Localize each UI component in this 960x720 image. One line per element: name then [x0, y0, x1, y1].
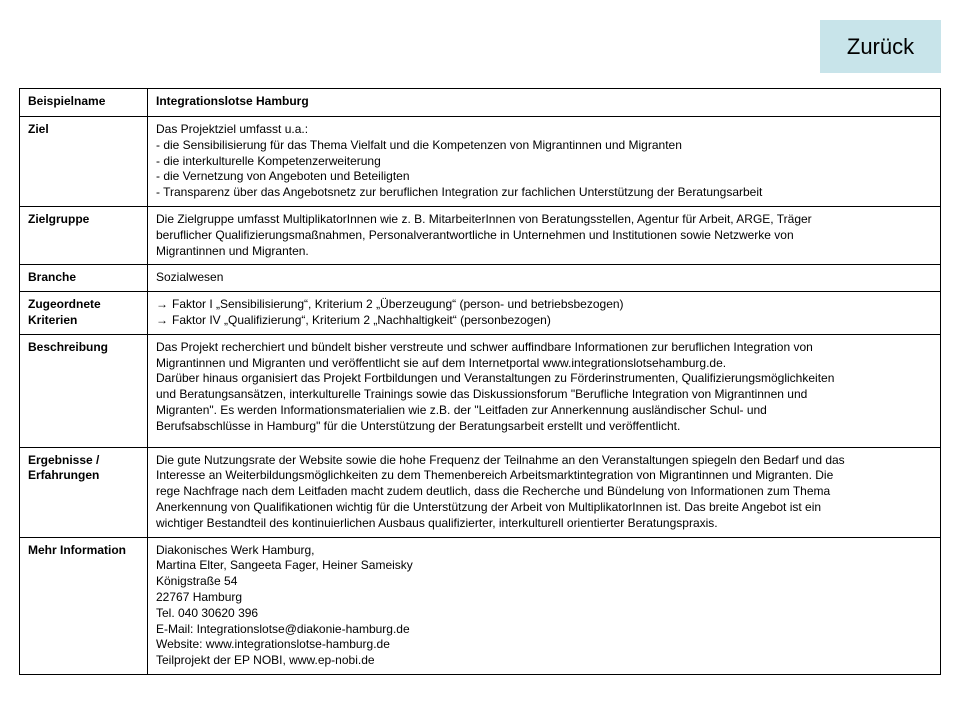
row-value	[148, 206, 941, 264]
table-row	[20, 292, 941, 335]
value-line: - die Sensibilisierung für das Thema Vielfalt und die Kompetenzen von Migrantinnen und Migranten	[156, 137, 682, 152]
table-row	[20, 334, 941, 447]
value-line: Die Zielgruppe umfasst MultiplikatorInnen wie z. B. MitarbeiterInnen von Beratungsstellen, Agentur für Arbeit, ARGE, Träger	[156, 211, 812, 226]
value-line: 22767 Hamburg	[156, 589, 243, 604]
value-line: Migranten". Es werden Informationsmaterialien wie z.B. der "Leitfaden zur Annerkennung ausländischer Schul- und	[156, 402, 767, 417]
project-info-table	[19, 88, 941, 675]
arrow-right-icon: →	[156, 312, 168, 327]
row-label-line: Kriterien	[28, 312, 78, 327]
value-line: Martina Elter, Sangeeta Fager, Heiner Sameisky	[156, 558, 413, 573]
value-line: beruflicher Qualifizierungsmaßnahmen, Personalverantwortliche in Unternehmen und Institutionen sowie Netzwerke von	[156, 227, 794, 242]
row-label: Zielgruppe	[20, 206, 148, 264]
row-label-line: Ergebnisse /	[28, 452, 100, 467]
value-line: rege Nachfrage nach dem Leitfaden macht zudem deutlich, dass die Recherche und Bündelung von Informationen zum Thema	[156, 484, 831, 499]
row-label: Beispielname	[20, 89, 148, 117]
criterion-line	[156, 313, 932, 329]
value-line: Sozialwesen	[156, 270, 224, 285]
value-line: Tel. 040 30620 396	[156, 605, 259, 620]
row-label-line: Zugeordnete	[28, 297, 101, 312]
value-line: Königstraße 54	[156, 574, 238, 589]
row-value	[148, 89, 941, 117]
row-value	[148, 292, 941, 335]
table-row	[20, 265, 941, 292]
row-label	[20, 292, 148, 335]
email-link[interactable]: E-Mail: Integrationslotse@diakonie-hamburg.de	[156, 621, 410, 636]
row-label: Branche	[20, 265, 148, 292]
criterion-text: Faktor I „Sensibilisierung“, Kriterium 2 „Überzeugung“ (person- und betriebsbezogen)	[172, 297, 624, 312]
row-value	[148, 265, 941, 292]
value-line: Migrantinnen und Migranten.	[156, 243, 309, 258]
back-button-label: Zurück	[846, 33, 915, 59]
value-line: Anerkennung von Qualifikationen wichtig für die Unterstützung der Arbeit von MultiplikatorInnen ist. Das breite Angebot ist ein	[156, 499, 822, 514]
row-value	[148, 537, 941, 674]
row-label	[20, 447, 148, 537]
website-link[interactable]: Website: www.integrationslotse-hamburg.de	[156, 637, 390, 652]
value-line: Integrationslotse Hamburg	[156, 94, 309, 108]
value-line: Migrantinnen und Migranten und veröffentlicht sie auf dem Internetportal www.integrationslotsehamburg.de.	[156, 355, 727, 370]
arrow-right-icon: →	[156, 297, 168, 312]
row-label: Mehr Information	[20, 537, 148, 674]
value-line: Diakonisches Werk Hamburg,	[156, 542, 315, 557]
row-label-line: Erfahrungen	[28, 468, 100, 483]
table-row	[20, 117, 941, 207]
row-label: Beschreibung	[20, 334, 148, 447]
value-line: und Beratungsansätzen, interkulturelle Trainings sowie das Diskussionsforum "Berufliche Integration von Migrantinnen und	[156, 387, 808, 402]
value-line: Das Projekt recherchiert und bündelt bisher verstreute und schwer auffindbare Informationen zur beruflichen Integration von	[156, 339, 813, 354]
table-row	[20, 89, 941, 117]
back-button[interactable]	[820, 20, 941, 73]
value-line: Das Projektziel umfasst u.a.:	[156, 122, 309, 136]
value-line: Darüber hinaus organisiert das Projekt Fortbildungen und Veranstaltungen zu Förderinstrumenten, Qualifizierungsmöglichkeiten	[156, 371, 835, 386]
table-row	[20, 447, 941, 537]
value-line: Berufsabschlüsse in Hamburg" für die Unterstützung der Beratungsarbeit erstellt und veröffentlicht.	[156, 418, 681, 433]
criterion-line	[156, 297, 932, 313]
value-line: - die Vernetzung von Angeboten und Beteiligten	[156, 169, 410, 184]
value-line: wichtiger Bestandteil des kontinuierlichen Ausbaus qualifizierter, interkulturell orientierter Beratungspraxis.	[156, 515, 718, 530]
table-row	[20, 206, 941, 264]
value-line: Interesse an Weiterbildungsmöglichkeiten zu dem Themenbereich Arbeitsmarktintegration von Migrantinnen und Migranten. Die	[156, 468, 834, 483]
row-value	[148, 447, 941, 537]
value-line: Teilprojekt der EP NOBI, www.ep-nobi.de	[156, 653, 375, 668]
row-value	[148, 117, 941, 207]
table-row	[20, 537, 941, 674]
value-line: - Transparenz über das Angebotsnetz zur beruflichen Integration zur fachlichen Unterstützung der Beratungsarbeit	[156, 185, 763, 200]
value-line: - die interkulturelle Kompetenzerweiterung	[156, 153, 381, 168]
row-label: Ziel	[20, 117, 148, 207]
criterion-text: Faktor IV „Qualifizierung“, Kriterium 2 „Nachhaltigkeit“ (personbezogen)	[172, 312, 551, 327]
row-value	[148, 334, 941, 447]
value-line: Die gute Nutzungsrate der Website sowie die hohe Frequenz der Teilnahme an den Veranstaltungen spiegeln den Bedarf und das	[156, 452, 845, 467]
